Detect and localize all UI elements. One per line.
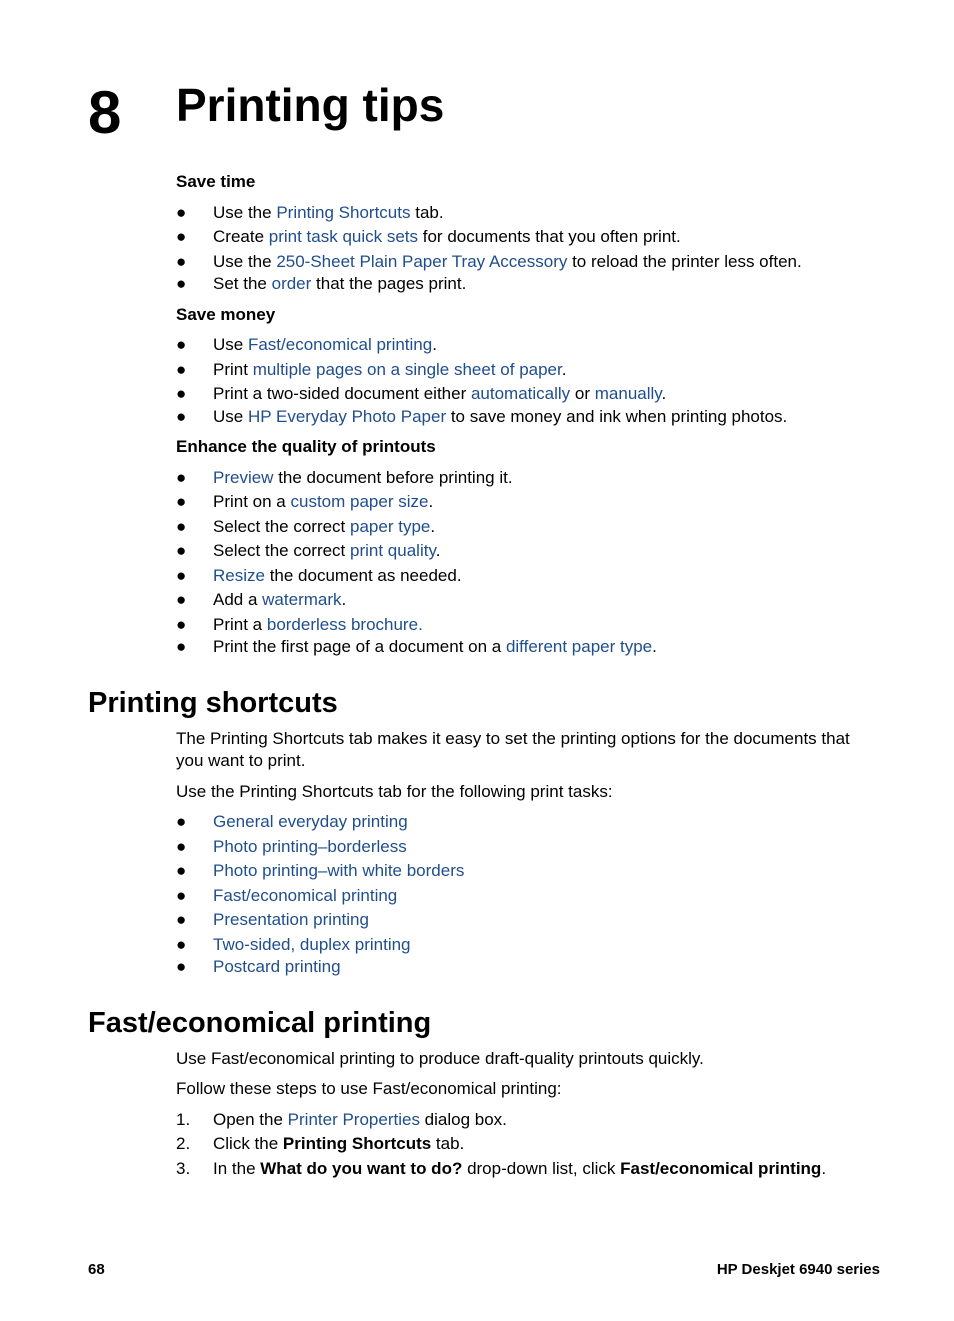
general-everyday-printing-link[interactable]: General everyday printing — [213, 812, 408, 831]
enhance-heading: Enhance the quality of printouts — [176, 437, 436, 456]
bullet: ● — [176, 203, 187, 222]
fast-economical-heading: Fast/economical printing — [88, 1007, 432, 1039]
fast-economical-steps-intro: Follow these steps to use Fast/economical printing: — [176, 1079, 562, 1098]
bullet: ● — [176, 837, 187, 856]
printing-shortcuts-heading: Printing shortcuts — [88, 687, 338, 719]
bullet: ● — [176, 886, 187, 905]
bullet: ● — [176, 910, 187, 929]
bullet: ● — [176, 861, 187, 880]
automatically-link[interactable]: automatically — [470, 384, 571, 403]
bullet: ● — [176, 566, 187, 585]
photo-white-borders-link[interactable]: Photo printing–with white borders — [213, 861, 465, 880]
save-money-heading: Save money — [176, 305, 276, 324]
bullet: ● — [176, 384, 187, 403]
printing-shortcuts-link[interactable]: Printing Shortcuts — [276, 203, 411, 222]
bullet: ● — [176, 517, 187, 536]
bullet: ● — [176, 541, 187, 560]
preview-link[interactable]: Preview — [213, 468, 274, 487]
custom-paper-size-link[interactable]: custom paper size — [290, 492, 429, 511]
step-number: 3. — [176, 1159, 191, 1178]
different-paper-type-link[interactable]: different paper type — [505, 637, 653, 656]
paper-type-link[interactable]: paper type — [350, 517, 431, 536]
printing-shortcuts-tasks-intro: Use the Printing Shortcuts tab for the following print tasks: — [176, 782, 613, 801]
watermark-link[interactable]: watermark — [262, 590, 342, 609]
page-number: 68 — [88, 1261, 105, 1278]
printing-shortcuts-intro: The Printing Shortcuts tab makes it easy to set the printing options for the documents that you want to print. — [176, 729, 850, 770]
postcard-printing-link[interactable]: Postcard printing — [213, 957, 341, 976]
bullet: ● — [176, 274, 187, 293]
bullet: ● — [176, 252, 187, 271]
photo-borderless-link[interactable]: Photo printing–borderless — [213, 837, 407, 856]
chapter-title: Printing tips — [176, 79, 445, 131]
order-link[interactable]: order — [271, 274, 312, 293]
bullet: ● — [176, 615, 187, 634]
bullet: ● — [176, 812, 187, 831]
step-number: 2. — [176, 1134, 191, 1153]
fast-economical-intro: Use Fast/economical printing to produce draft-quality printouts quickly. — [176, 1049, 704, 1068]
quick-sets-link[interactable]: print task quick sets — [268, 227, 419, 246]
bullet: ● — [176, 935, 187, 954]
printer-properties-link[interactable]: Printer Properties — [287, 1110, 420, 1129]
borderless-brochure-link[interactable]: borderless brochure — [266, 615, 419, 634]
bullet: ● — [176, 957, 187, 976]
presentation-printing-link[interactable]: Presentation printing — [213, 910, 369, 929]
manually-link[interactable]: manually — [594, 384, 662, 403]
chapter-number: 8 — [88, 79, 122, 146]
product-name: HP Deskjet 6940 series — [716, 1261, 880, 1278]
bullet: ● — [176, 407, 187, 426]
fast-economical-printing-link[interactable]: Fast/economical printing — [213, 886, 398, 905]
duplex-printing-link[interactable]: Two-sided, duplex printing — [213, 935, 411, 954]
resize-link[interactable]: Resize — [213, 566, 265, 585]
multiple-pages-link[interactable]: multiple pages on a single sheet of paper — [252, 360, 562, 379]
bullet: ● — [176, 492, 187, 511]
save-time-heading: Save time — [176, 172, 256, 191]
bullet: ● — [176, 590, 187, 609]
step-number: 1. — [176, 1110, 191, 1129]
bullet: ● — [176, 637, 187, 656]
bullet: ● — [176, 360, 187, 379]
bullet: ● — [176, 335, 187, 354]
bullet: ● — [176, 468, 187, 487]
print-quality-link[interactable]: print quality — [350, 541, 436, 560]
tray-accessory-link[interactable]: 250-Sheet Plain Paper Tray Accessory — [276, 252, 568, 271]
fast-economical-link[interactable]: Fast/economical printing — [247, 335, 433, 354]
bullet: ● — [176, 227, 187, 246]
photo-paper-link[interactable]: HP Everyday Photo Paper — [247, 407, 447, 426]
